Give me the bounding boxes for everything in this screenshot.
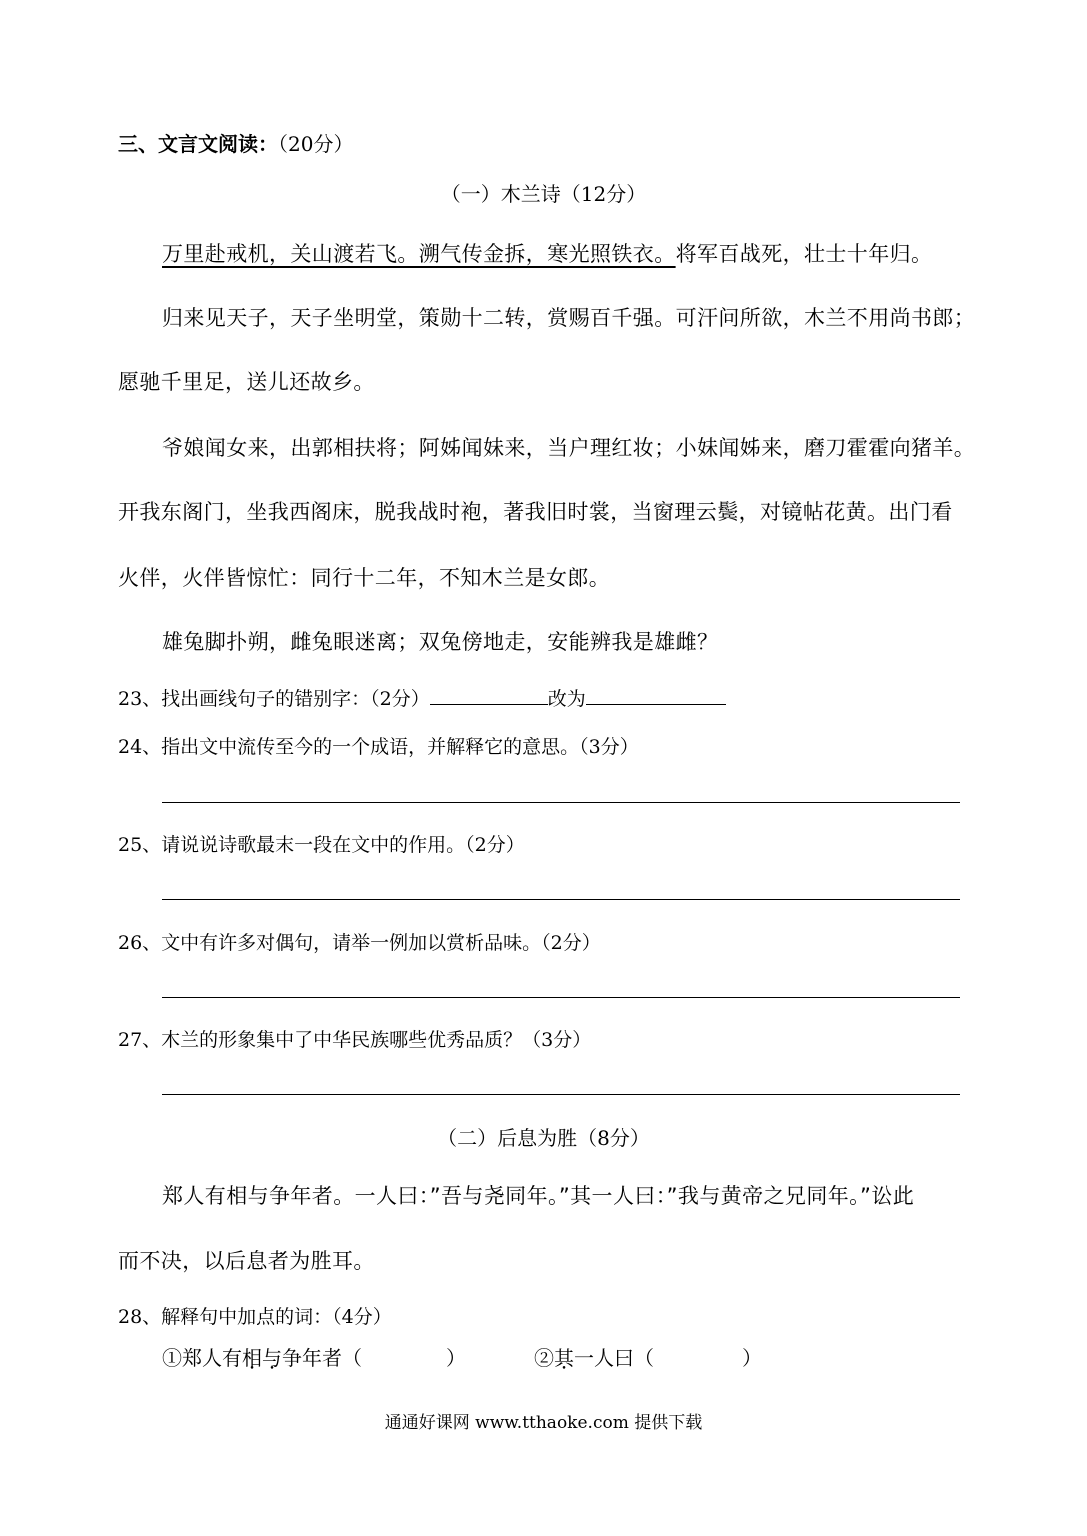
section-points: （20分）: [278, 132, 354, 156]
item2-prefix: ②: [534, 1346, 554, 1370]
answer-line-26[interactable]: [162, 997, 960, 998]
item1-close-paren: ）: [446, 1346, 466, 1370]
question-28: 28、解释句中加点的词：（4分）: [118, 1306, 392, 1328]
poem-line-7: 雄兔脚扑朔，雌兔眼迷离；双兔傍地走，安能辨我是雄雌？: [162, 630, 719, 654]
page-footer: 通通好课网 www.tthaoke.com 提供下载: [384, 1413, 703, 1433]
dotted-word-yu: 与: [262, 1346, 282, 1370]
poem-line-6: 火伴，火伴皆惊忙：同行十二年，不知木兰是女郎。: [118, 566, 611, 590]
answer-blank-23a[interactable]: [430, 686, 548, 705]
question-28-item-1: [162, 1342, 466, 1371]
question-23: [118, 684, 726, 711]
poem-line-2: 归来见天子，天子坐明堂，策勋十二转，赏赐百千强。可汗问所欲，木兰不用尚书郎；: [162, 306, 976, 330]
dotted-word-xiang: 相: [242, 1346, 262, 1370]
poem-line-1: [162, 238, 932, 268]
question-23-change-to: 改为: [547, 688, 586, 710]
poem-line-3: 愿驰千里足，送儿还故乡。: [118, 370, 375, 394]
answer-line-25[interactable]: [162, 899, 960, 900]
poem-line-5: 开我东阁门，坐我西阁床，脱我战时袍，著我旧时裳，当窗理云鬓，对镜帖花黄。出门看: [118, 500, 953, 524]
underlined-sentence: 万里赴戒机，关山渡若飞。溯气传金拆，寒光照铁衣。: [162, 242, 676, 266]
item1-suffix: 争年者（: [282, 1346, 362, 1370]
answer-line-24[interactable]: [162, 802, 960, 803]
item2-close-paren: ）: [742, 1346, 762, 1370]
question-24: 24、指出文中流传至今的一个成语，并解释它的意思。（3分）: [118, 736, 639, 758]
passage2-line-2: 而不决，以后息者为胜耳。: [118, 1249, 375, 1273]
item2-suffix: 一人曰（: [574, 1346, 654, 1370]
question-28-item-2: [534, 1342, 762, 1371]
section-heading-text: 三、文言文阅读：: [118, 132, 278, 156]
answer-blank-23b[interactable]: [586, 686, 726, 705]
question-26: 26、文中有许多对偶句，请举一例加以赏析品味。（2分）: [118, 932, 601, 954]
question-25: 25、请说说诗歌最末一段在文中的作用。（2分）: [118, 834, 525, 856]
part1-title: （一）木兰诗（12分）: [440, 182, 647, 206]
poem-line-4: 爷娘闻女来，出郭相扶将；阿姊闻妹来，当户理红妆；小妹闻姊来，磨刀霍霍向猪羊。: [162, 436, 976, 460]
question-27: 27、木兰的形象集中了中华民族哪些优秀品质？（3分）: [118, 1029, 592, 1051]
section-heading: [118, 128, 353, 157]
part2-title: （二）后息为胜（8分）: [437, 1126, 650, 1150]
answer-line-27[interactable]: [162, 1094, 960, 1095]
passage2-line-1: 郑人有相与争年者。一人曰：”吾与尧同年。”其一人曰：”我与黄帝之兄同年。”讼此: [162, 1184, 915, 1208]
question-23-text: 23、找出画线句子的错别字：（2分）: [118, 688, 430, 710]
item1-prefix: ①郑人有: [162, 1346, 242, 1370]
dotted-word-qi: 其: [554, 1346, 574, 1370]
poem-line-1-rest: 将军百战死，壮士十年归。: [675, 242, 933, 266]
